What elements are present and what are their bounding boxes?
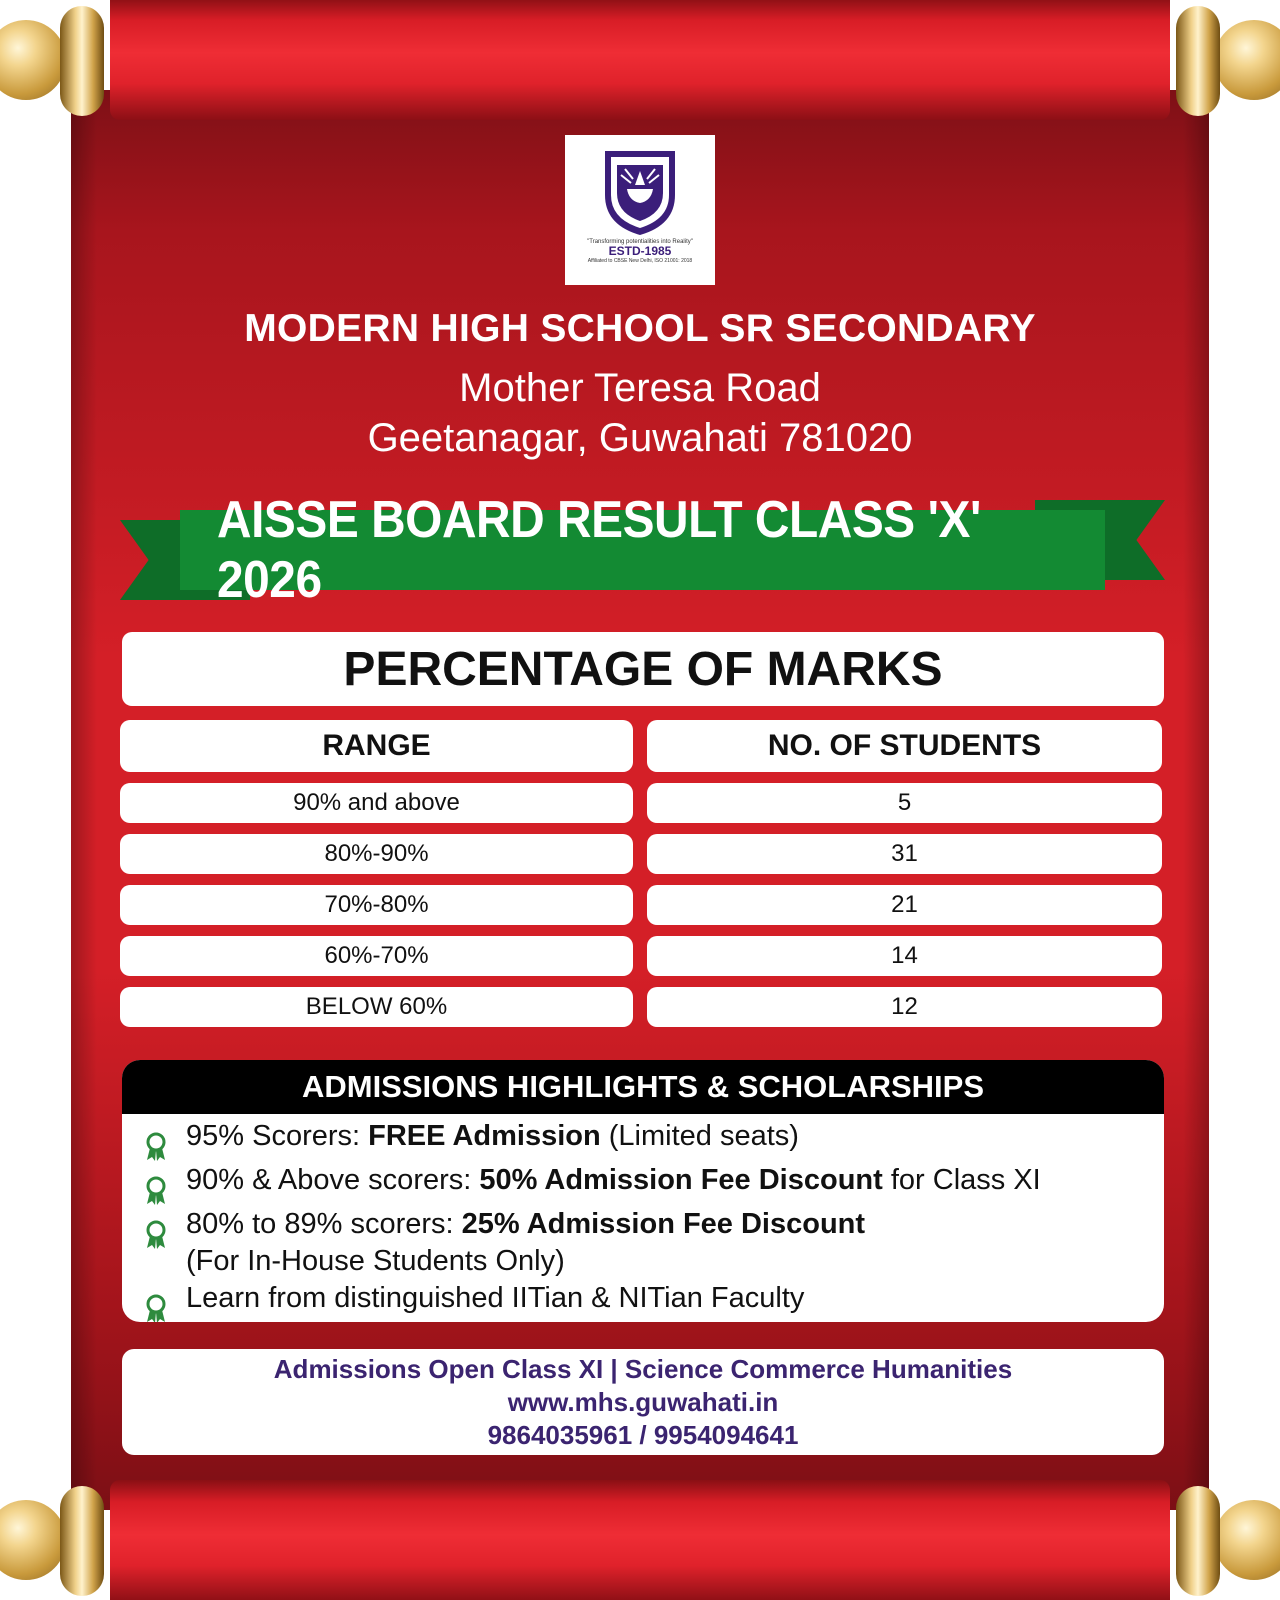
school-name: MODERN HIGH SCHOOL SR SECONDARY — [244, 307, 1036, 350]
banner-title: AISSE BOARD RESULT CLASS 'X' 2026 — [217, 491, 981, 609]
count-cell: 5 — [647, 783, 1162, 823]
range-column-header: RANGE — [120, 720, 633, 772]
address-line-1: Mother Teresa Road — [459, 366, 821, 410]
table-row — [120, 987, 1162, 1027]
award-ribbon-icon — [140, 1218, 172, 1250]
list-item — [140, 1206, 1164, 1280]
item-bold-text: 50% Admission Fee Discount — [479, 1164, 883, 1196]
highlights-box — [122, 1060, 1164, 1322]
table-row — [120, 834, 1162, 874]
highlights-title: ADMISSIONS HIGHLIGHTS & SCHOLARSHIPS — [122, 1060, 1164, 1114]
list-item — [140, 1118, 1164, 1162]
result-banner — [120, 491, 1165, 609]
contact-box — [122, 1349, 1164, 1455]
logo-motto: "Transforming potentialities into Reality" — [587, 239, 693, 245]
item-text: 95% Scorers: — [186, 1120, 369, 1152]
table-row — [120, 783, 1162, 823]
school-logo — [565, 135, 715, 285]
school-crest-icon — [601, 145, 679, 237]
top-scroll-roller — [110, 0, 1170, 120]
table-row — [120, 936, 1162, 976]
item-note: (For In-House Students Only) — [186, 1245, 565, 1277]
roller-cap-top-left — [0, 0, 130, 122]
count-cell: 31 — [647, 834, 1162, 874]
roller-cap-bottom-left — [0, 1480, 130, 1600]
students-column-header: NO. OF STUDENTS — [647, 720, 1162, 772]
website-link[interactable]: www.mhs.guwahati.in — [507, 1386, 779, 1417]
admissions-open-line: Admissions Open Class XI | Science Commerce Humanities — [273, 1353, 1013, 1384]
count-cell: 21 — [647, 885, 1162, 925]
list-item — [140, 1280, 1164, 1322]
item-text: 80% to 89% scorers: — [186, 1208, 462, 1240]
banner-ribbon — [180, 491, 1105, 609]
award-ribbon-icon — [140, 1174, 172, 1206]
range-cell: 80%-90% — [120, 834, 633, 874]
award-ribbon-icon — [140, 1130, 172, 1162]
roller-cap-top-right — [1150, 0, 1280, 122]
bottom-scroll-roller — [110, 1480, 1170, 1600]
range-cell: 90% and above — [120, 783, 633, 823]
logo-affiliation: Affiliated to CBSE New Delhi, ISO 21001: 2018 — [587, 258, 693, 264]
item-text: 90% & Above scorers: — [186, 1164, 480, 1196]
item-text-tail: (Limited seats) — [600, 1120, 799, 1152]
range-cell: 60%-70% — [120, 936, 633, 976]
highlights-list — [122, 1114, 1164, 1322]
item-text: Learn from distinguished IITian & NITian Faculty — [186, 1282, 805, 1314]
range-cell: 70%-80% — [120, 885, 633, 925]
count-cell: 14 — [647, 936, 1162, 976]
address-line-2: Geetanagar, Guwahati 781020 — [367, 416, 913, 460]
results-table — [120, 783, 1162, 1038]
logo-estd: ESTD-1985 — [608, 244, 672, 258]
list-item — [140, 1162, 1164, 1206]
award-ribbon-icon — [140, 1292, 172, 1322]
roller-cap-bottom-right — [1150, 1480, 1280, 1600]
table-row — [120, 885, 1162, 925]
item-bold-text: 25% Admission Fee Discount — [461, 1208, 866, 1240]
count-cell: 12 — [647, 987, 1162, 1027]
phone-numbers[interactable]: 9864035961 / 9954094641 — [487, 1419, 799, 1450]
item-text-tail: for Class XI — [882, 1164, 1041, 1196]
item-bold-text: FREE Admission — [368, 1120, 601, 1152]
range-cell: BELOW 60% — [120, 987, 633, 1027]
percentage-title: PERCENTAGE OF MARKS — [122, 632, 1164, 706]
